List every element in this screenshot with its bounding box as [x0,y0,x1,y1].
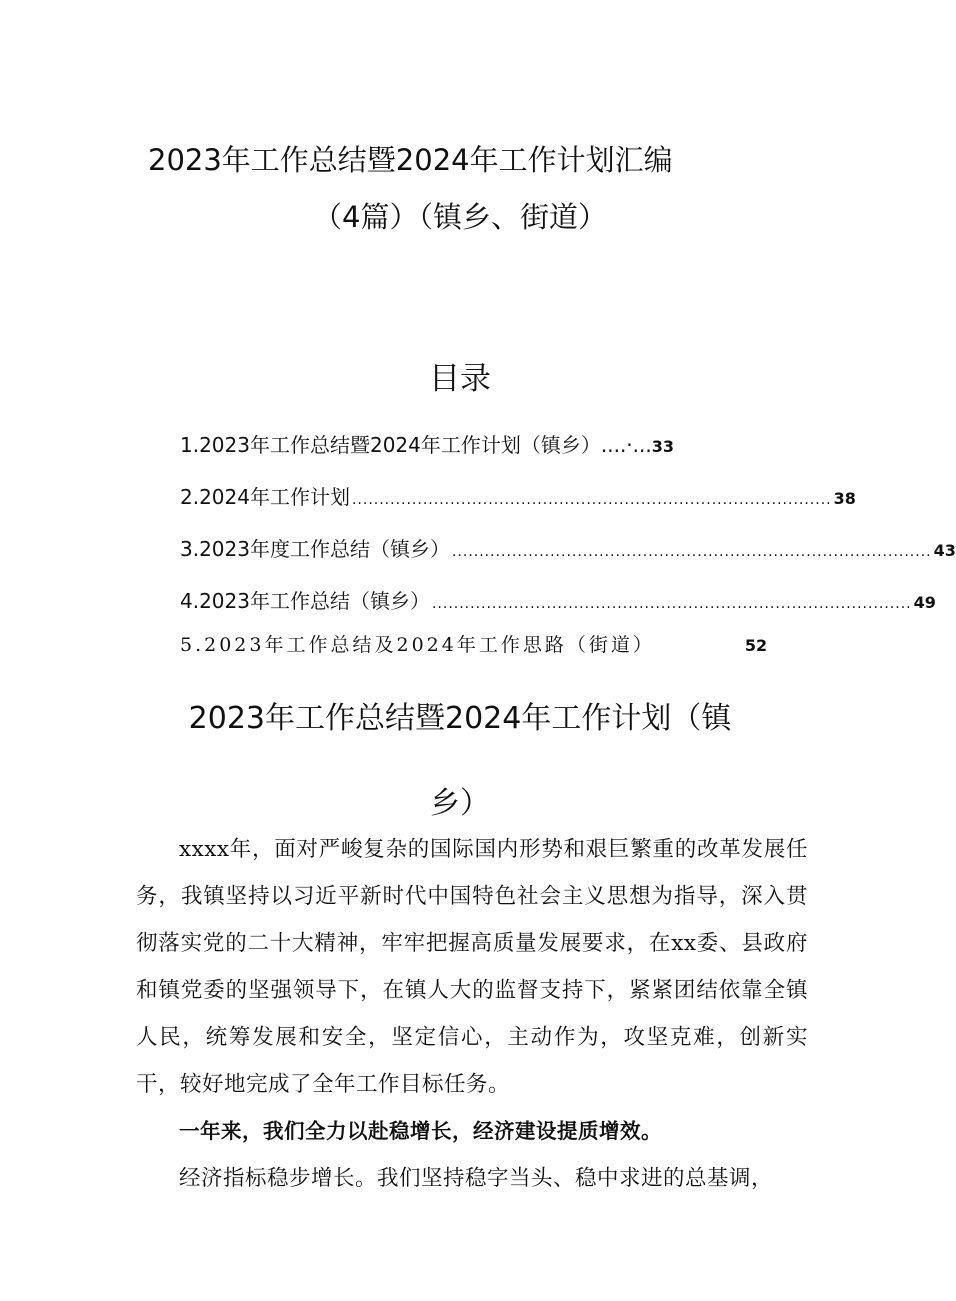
toc-entry-page: 52 [744,636,768,655]
body-paragraph: xxxx年，面对严峻复杂的国际国内形势和艰巨繁重的改革发展任务，我镇坚持以习近平新时代中国特色社会主义思想为指导，深入贯彻落实党的二十大精神，牢牢把握高质量发展要求，在xx委、县政府和镇党委的坚强领导下，在镇人大的监督支持下，紧紧团结依靠全镇人民，统筹发展和安全，坚定信心，主动作为，攻坚克难，创新实干，较好地完成了全年工作目标任务。 [136,837,808,1097]
article-title-line-1: 2023年工作总结暨2024年工作计划（镇 [188,701,732,736]
toc-heading: 目录 [429,361,491,397]
toc-leader-dots: ........................................................................................ [351,492,832,508]
toc-entry[interactable] [180,588,936,614]
toc-leader-dots: ........................................................................................ [451,544,932,560]
toc-entry-page: 33 [651,437,675,456]
toc-entry-page: 38 [833,489,856,508]
toc-entry[interactable] [180,536,956,562]
toc-entry[interactable] [180,632,770,658]
article-title-line-2: 乡） [430,786,490,821]
toc-entry-page: 49 [913,593,936,612]
document-title-line-2: （4篇）（镇乡、街道） [313,200,607,234]
toc-entry-text: 4.2023年工作总结（镇乡） [180,589,430,613]
toc-entry-page: 43 [933,541,956,560]
toc-entry-text: 2.2024年工作计划 [180,485,350,509]
toc-entry-text: 5.2023年工作总结及2024年工作思路（街道） [180,634,655,656]
toc-leader-dots: ........................................................................................ [431,596,912,612]
section-heading-paragraph: 一年来，我们全力以赴稳增长，经济建设提质增效。 [179,1119,662,1143]
toc-entry-text: 3.2023年度工作总结（镇乡） [180,537,450,561]
toc-entry[interactable] [180,484,856,510]
body-paragraph: 经济指标稳步增长。我们坚持稳字当头、稳中求进的总基调， [179,1166,774,1191]
toc-entry-text: 1.2023年工作总结暨2024年工作计划（镇乡）....·... [180,433,652,457]
toc-entry[interactable] [180,432,770,458]
document-title-line-1: 2023年工作总结暨2024年工作计划汇编 [148,143,673,177]
